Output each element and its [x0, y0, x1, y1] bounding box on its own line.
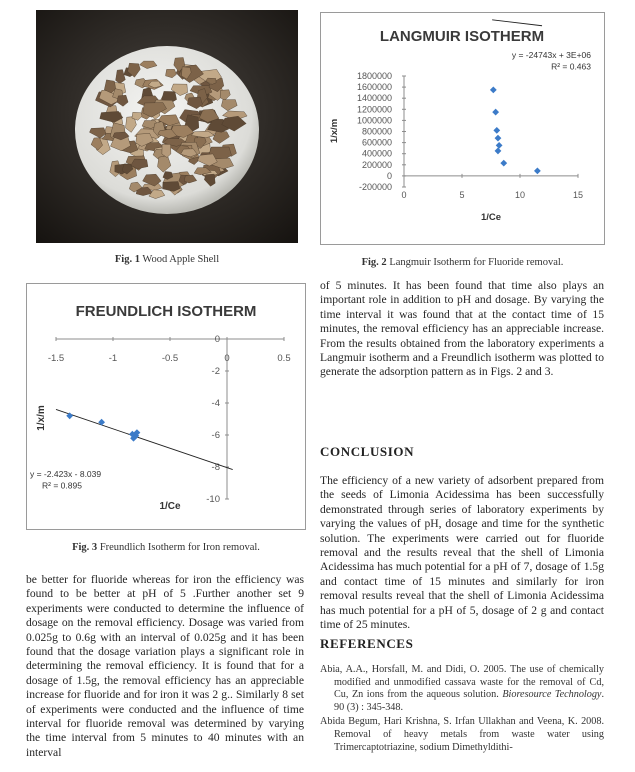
conclusion-text: [320, 474, 604, 632]
right-body-text: [320, 279, 604, 380]
y-tick-label: 400000: [361, 148, 392, 159]
y-tick-label: 1800000: [356, 71, 392, 81]
x-tick-label: 5: [459, 190, 465, 200]
references-heading: REFERENCES: [320, 636, 414, 651]
x-axis-label: 1/Ce: [480, 212, 502, 223]
r-squared-label: R² = 0.463: [551, 61, 591, 72]
fig3-caption: [26, 542, 306, 553]
y-tick-label: -4: [211, 398, 220, 409]
y-tick-label: 200000: [361, 159, 392, 170]
x-tick-label: 0: [401, 190, 407, 200]
y-tick-label: 800000: [361, 126, 392, 137]
freundlich-chart-svg: [27, 284, 305, 529]
fig3-caption-number: Fig. 3: [72, 542, 98, 553]
y-tick-label: 1000000: [356, 115, 392, 126]
y-tick-label: -200000: [358, 182, 392, 192]
references-list: [320, 664, 604, 754]
data-point: [493, 127, 500, 134]
x-tick-label: -0.5: [161, 353, 179, 364]
data-point: [492, 109, 499, 116]
ref2-text: Abida Begum, Hari Krishna, S. Irfan Ullakhan and Veena, K. 2008. Removal of heavy metals from waste water using Trimercaptotriazine, sodium Dimethyldithi-: [320, 716, 604, 753]
data-point: [495, 148, 502, 155]
data-point: [496, 142, 503, 149]
y-tick-label: -2: [211, 366, 220, 377]
y-tick-label: -8: [211, 462, 220, 473]
reference-item: [320, 716, 604, 754]
x-tick-label: 15: [572, 190, 584, 200]
y-tick-label: 1400000: [356, 93, 392, 104]
trendline: [492, 20, 542, 26]
trend-equation: y = -2.423x - 8.039: [30, 469, 102, 479]
y-axis-label: 1/x/m: [329, 118, 340, 144]
y-tick-label: 600000: [361, 137, 392, 148]
x-axis-label: 1/Ce: [159, 501, 181, 512]
ref1-tail: . 90 (3) : 345-348.: [334, 689, 604, 713]
right-paragraph: of 5 minutes. It has been found that time also plays an important role in addition to pH and dosage. By varying the time interval it was found that at the contact time of 15 minutes, the removal efficiency has an appreciable increase. From the results obtained from the laboratory experiments a Langmuir isotherm and a Freundlich isotherm was plotted to generate the adsorption pattern as in Figs. 2 and 3.: [320, 279, 604, 379]
x-tick-label: -1.5: [47, 353, 65, 364]
data-point: [534, 168, 541, 175]
chart-title: LANGMUIR ISOTHERM: [379, 28, 545, 45]
r-squared-label: R² = 0.895: [42, 480, 82, 491]
fig1-caption: [36, 254, 298, 265]
y-tick-label: 0: [214, 334, 220, 345]
y-tick-label: 1600000: [356, 82, 392, 93]
wood-apple-shell-photo: [36, 10, 298, 243]
freundlich-chart: [26, 283, 306, 530]
y-tick-label: 1200000: [356, 104, 392, 115]
fig2-caption-number: Fig. 2: [361, 257, 387, 268]
y-axis-label: 1/x/m: [36, 405, 47, 431]
left-paragraph: be better for fluoride whereas for iron the efficiency was found to be better at pH of 5 .Further another set 9 experiments were conducted to determine the influence of dosage on the removal efficiency. Dosage was varied from 0.025g to 0.6g with an interval of 0.025g and it has been found that the dosage variation plays a significant role in determining the removal efficiency. It is found that for a dosage of 1.5g, the removal efficiency has an appreciable increase for fluoride and for iron it was 2 g.. Similarly 8 set of experiments were conducted and the influence of time interval for fluoride removal was determined by varying the time interval from 5 minutes to 40 minutes with an interval: [26, 573, 304, 759]
x-tick-label: 10: [514, 190, 526, 200]
x-tick-label: -1: [108, 353, 118, 364]
reference-item: [320, 664, 604, 714]
y-tick-label: -10: [206, 494, 220, 505]
data-point: [490, 86, 497, 93]
langmuir-chart-svg: [321, 13, 604, 244]
trend-equation: y = -24743x + 3E+06: [511, 50, 591, 60]
data-point: [500, 160, 507, 167]
conclusion-paragraph: The efficiency of a new variety of adsorbent prepared from the seeds of Limonia Acidessima has been successfully demonstrated through series of laboratory experiments by varying the values of pH, dosage and time for the synthetic solution. The experiments were carried out for fluoride removal and the results reveal that the shell of Limonia Acidessima has much potential for a pH of 7, dosage of 1.5g and contact time of 15 minutes and similarly for iron removal results reveal that the shell of Limonia Acidessima has much potential for a pH of 5, dosage of 2 g and contact time of 25 minutes.: [320, 474, 604, 632]
ref1-main: Abia, A.A., Horsfall, M. and Didi, O. 2005. The use of chemically modified and unmodified cassava waste for the removal of Cd, Cu, Zn ions from the aqueous solution.: [320, 664, 604, 701]
fig2-caption-text: Langmuir Isotherm for Fluoride removal.: [386, 257, 564, 268]
trendline: [56, 409, 233, 469]
fig1-caption-number: Fig. 1: [114, 254, 140, 265]
y-tick-label: -6: [211, 430, 220, 441]
x-tick-label: 0: [224, 353, 230, 364]
fig2-caption: [320, 257, 605, 268]
fig1-caption-text: Wood Apple Shell: [139, 254, 220, 265]
fig3-caption-text: Freundlich Isotherm for Iron removal.: [97, 542, 260, 553]
x-tick-label: 0.5: [277, 353, 291, 364]
y-tick-label: 0: [386, 170, 392, 181]
conclusion-heading: CONCLUSION: [320, 444, 415, 459]
data-point: [495, 135, 502, 142]
ref1-journal: Bioresource Technology: [502, 689, 602, 701]
langmuir-chart: [320, 12, 605, 245]
left-body-text: [26, 573, 304, 760]
chart-title: FREUNDLICH ISOTHERM: [75, 303, 257, 320]
